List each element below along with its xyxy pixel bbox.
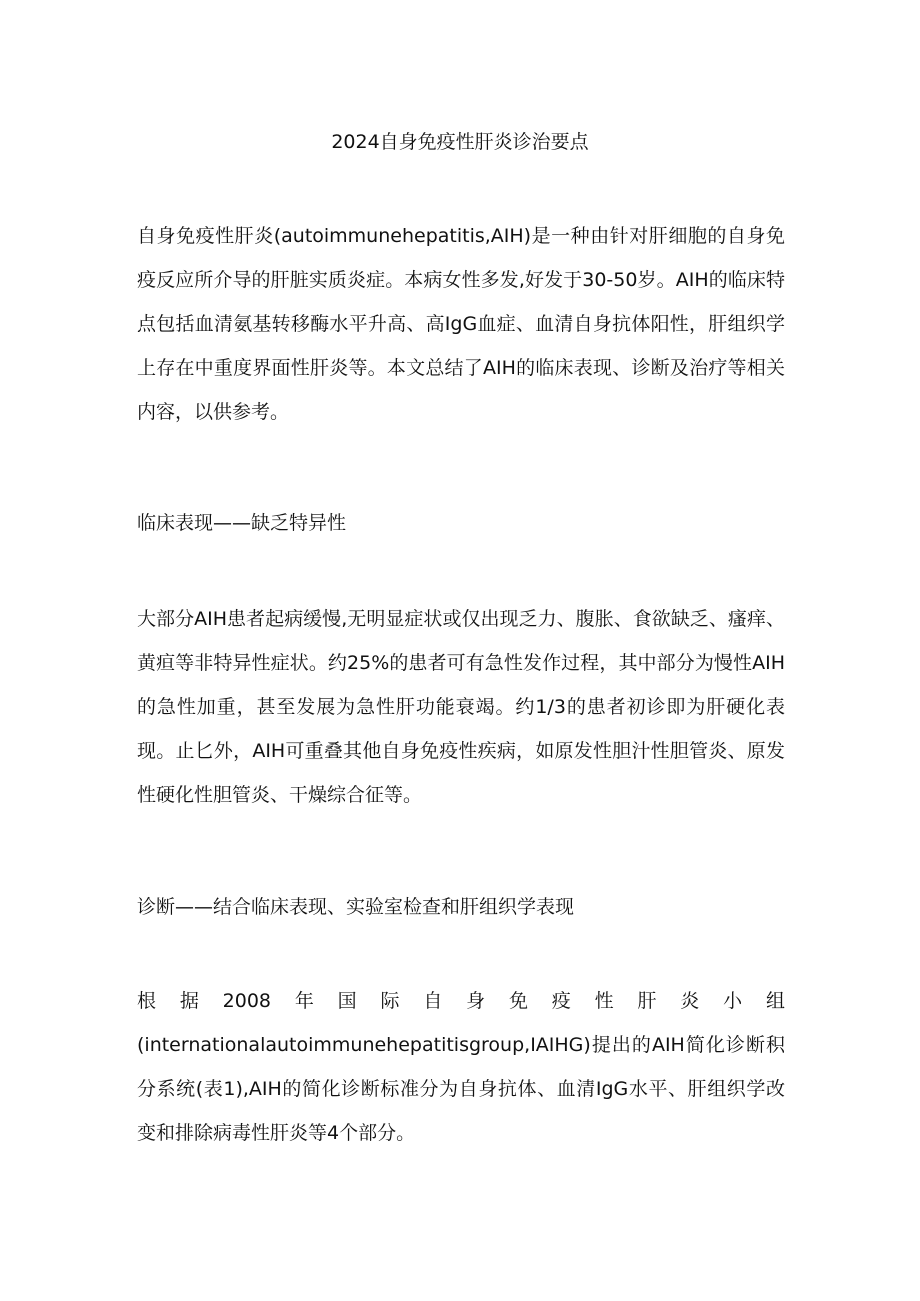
section-heading-diagnosis: 诊断——结合临床表现、实验室检查和肝组织学表现 [137, 896, 575, 918]
clinical-paragraph: 大部分AIH患者起病缓慢,无明显症状或仅出现乏力、腹胀、食欲缺乏、瘙痒、黄疸等非特异性症状。约25%的患者可有急性发作过程，其中部分为慢性AIH的急性加重，甚至发展为急性肝功能衰竭。约1/3的患者初诊即为肝硬化表现。止匕外，AIH可重叠其他自身免疫性疾病，如原发性胆汁性胆管炎、原发性硬化性胆管炎、干燥综合征等。 [137, 608, 785, 806]
section-heading-clinical: 临床表现——缺乏特异性 [137, 512, 347, 534]
diagnosis-first-line-token: 根 [137, 990, 157, 1012]
diagnosis-first-line-token: 疫 [551, 990, 571, 1012]
diagnosis-first-line-token: 2008 [222, 990, 272, 1012]
diagnosis-rest: (internationalautoimmunehepatitisgroup,IAIHG)提出的AIH简化诊断积分系统(表1),AIH的简化诊断标准分为自身抗体、血清IgG水平、肝组织学改变和排除病毒性肝炎等4个部分。 [137, 1034, 785, 1144]
diagnosis-first-line-token: 际 [380, 990, 400, 1012]
diagnosis-first-line-token: 组 [765, 990, 785, 1012]
diagnosis-first-line-token: 小 [723, 990, 743, 1012]
diagnosis-first-line [137, 979, 785, 1023]
diagnosis-first-line-token: 免 [508, 990, 528, 1012]
diagnosis-first-line-token: 性 [594, 990, 614, 1012]
intro-paragraph: 自身免疫性肝炎(autoimmunehepatitis,AIH)是一种由针对肝细胞的自身免疫反应所介导的肝脏实质炎症。本病女性多发,好发于30-50岁。AIH的临床特点包括血清氨基转移酶水平升高、高IgG血症、血清自身抗体阳性，肝组织学上存在中重度界面性肝炎等。本文总结了AIH的临床表现、诊断及治疗等相关内容，以供参考。 [137, 225, 785, 423]
document-title: 2024自身免疫性肝炎诊治要点 [331, 131, 589, 153]
diagnosis-first-line-token: 国 [337, 990, 357, 1012]
diagnosis-first-line-token: 身 [466, 990, 486, 1012]
diagnosis-first-line-token: 自 [423, 990, 443, 1012]
diagnosis-first-line-token: 年 [294, 990, 314, 1012]
diagnosis-first-line-token: 据 [179, 990, 199, 1012]
diagnosis-first-line-token: 炎 [680, 990, 700, 1012]
diagnosis-first-line-token: 肝 [637, 990, 657, 1012]
diagnosis-paragraph [137, 979, 785, 1155]
